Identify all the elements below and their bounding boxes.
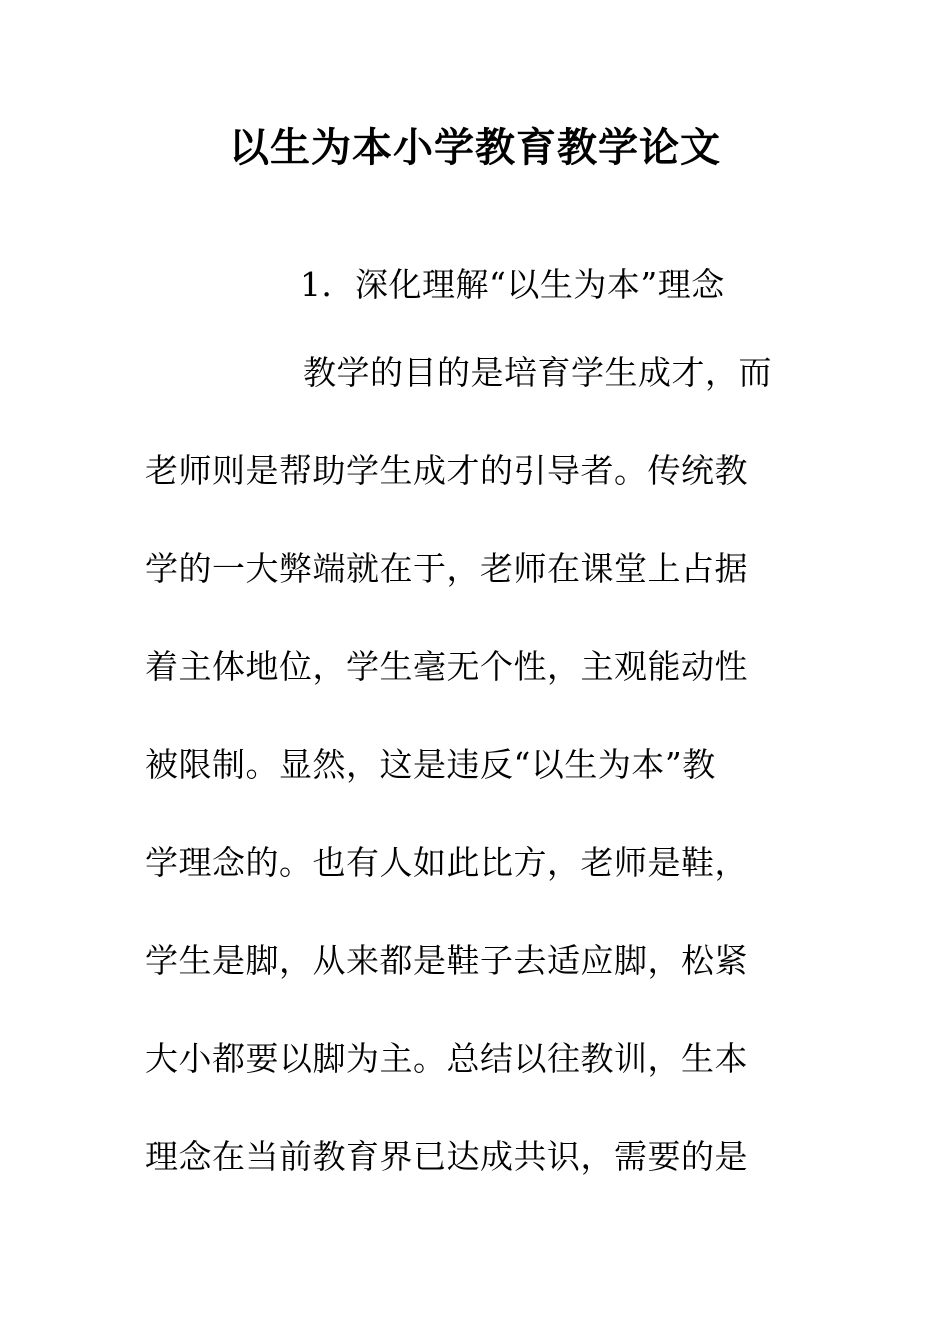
paragraph-line: 学的一大弊端就在于，老师在课堂上占据 [145, 549, 748, 588]
section-heading: 1．深化理解“以生为本”理念 [300, 265, 725, 304]
paragraph-line: 学理念的。也有人如此比方，老师是鞋， [145, 843, 748, 882]
document-title: 以生为本小学教育教学论文 [229, 125, 721, 171]
paragraph-line: 学生是脚，从来都是鞋子去适应脚，松紧 [145, 941, 748, 980]
paragraph-line: 理念在当前教育界已达成共识，需要的是 [145, 1137, 748, 1176]
paragraph-line: 被限制。显然，这是违反“以生为本”教 [145, 745, 716, 784]
paragraph-line: 大小都要以脚为主。总结以往教训，生本 [145, 1039, 748, 1078]
paragraph-line: 老师则是帮助学生成才的引导者。传统教 [145, 451, 748, 490]
paragraph-line: 教学的目的是培育学生成才，而 [303, 353, 772, 392]
paragraph-line: 着主体地位，学生毫无个性，主观能动性 [145, 647, 748, 686]
